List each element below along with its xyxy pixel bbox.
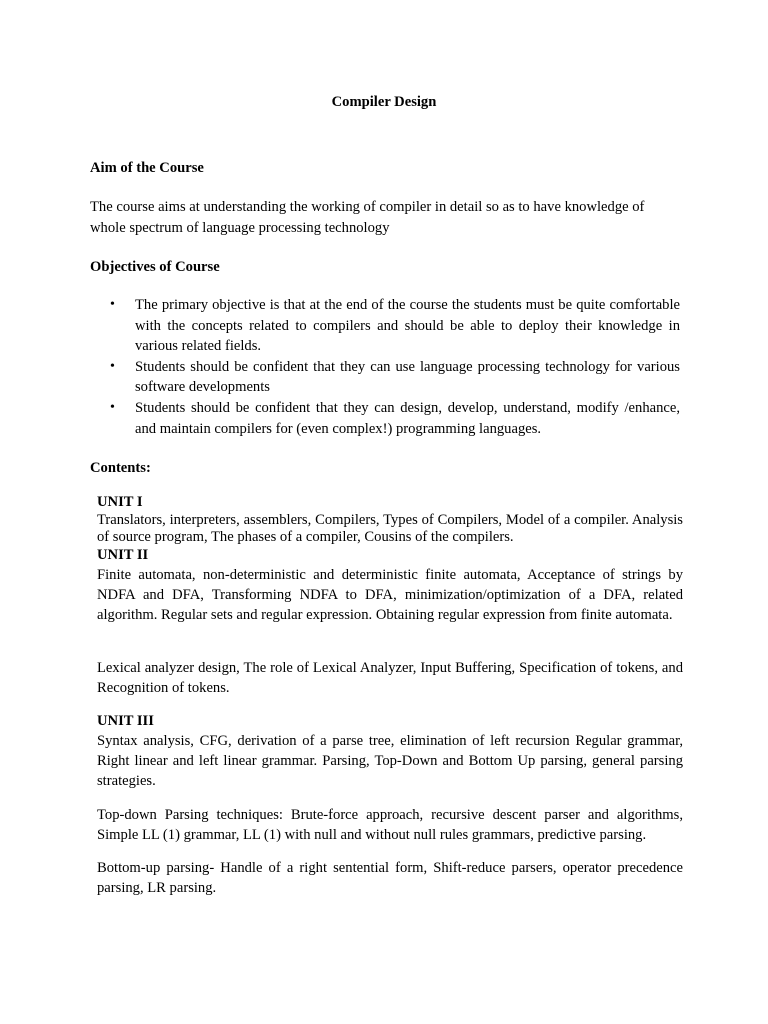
bullet-icon: •: [110, 399, 115, 415]
objectives-heading: Objectives of Course: [90, 259, 220, 275]
unit-3-text-2: Top-down Parsing techniques: Brute-force approach, recursive descent parser and algorithms, Simple LL (1) grammar, LL (1) with null and without null rules grammars, predictive parsing.: [97, 807, 683, 844]
unit-1-text: Translators, interpreters, assemblers, Compilers, Types of Compilers, Model of a compiler. Analysis of source program, The phases of a compiler, Cousins of the compilers.: [97, 511, 683, 545]
aim-text: The course aims at understanding the working of compiler in detail so as to have knowledge of whole spectrum of language processing technology: [90, 199, 645, 236]
unit-3-text-3: Bottom-up parsing- Handle of a right sentential form, Shift-reduce parsers, operator precedence parsing, LR parsing.: [97, 860, 683, 897]
unit-2-text-2: Lexical analyzer design, The role of Lexical Analyzer, Input Buffering, Specification of tokens, and Recognition of tokens.: [97, 660, 683, 697]
list-item: [90, 357, 680, 398]
unit-2-title: UNIT II: [97, 547, 149, 563]
objective-text: Students should be confident that they can design, develop, understand, modify /enhance, and maintain compilers for (even complex!) programming languages.: [135, 399, 680, 437]
contents-heading: Contents:: [90, 460, 151, 476]
objective-text: Students should be confident that they can use language processing technology for various software developments: [135, 358, 680, 396]
unit-2-text: Finite automata, non-deterministic and deterministic finite automata, Acceptance of strings by NDFA and DFA, Transforming NDFA to DFA, minimization/optimization of a DFA, related algorithm. Regular sets and regular expression. Obtaining regular expression from finite automata.: [97, 566, 683, 624]
list-item: [90, 295, 680, 357]
unit-1-title: UNIT I: [97, 494, 143, 510]
list-item: [90, 398, 680, 439]
objectives-list: [90, 295, 680, 439]
page-title: Compiler Design: [331, 94, 437, 110]
bullet-icon: •: [110, 297, 115, 312]
unit-3-title: UNIT III: [97, 713, 154, 729]
unit-2: [97, 547, 683, 626]
bullet-icon: •: [110, 358, 115, 374]
unit-3-text: Syntax analysis, CFG, derivation of a parse tree, elimination of left recursion Regular grammar, Right linear and left linear grammar. Parsing, Top-Down and Bottom Up parsing, general parsing strategies.: [97, 732, 683, 790]
unit-3: [97, 713, 683, 792]
unit-1: [97, 494, 683, 547]
objective-text: The primary objective is that at the end of the course the students must be quite comfortable with the concepts related to compilers and should be able to deploy their knowledge in various related fields.: [135, 297, 680, 355]
aim-heading: Aim of the Course: [90, 160, 204, 176]
